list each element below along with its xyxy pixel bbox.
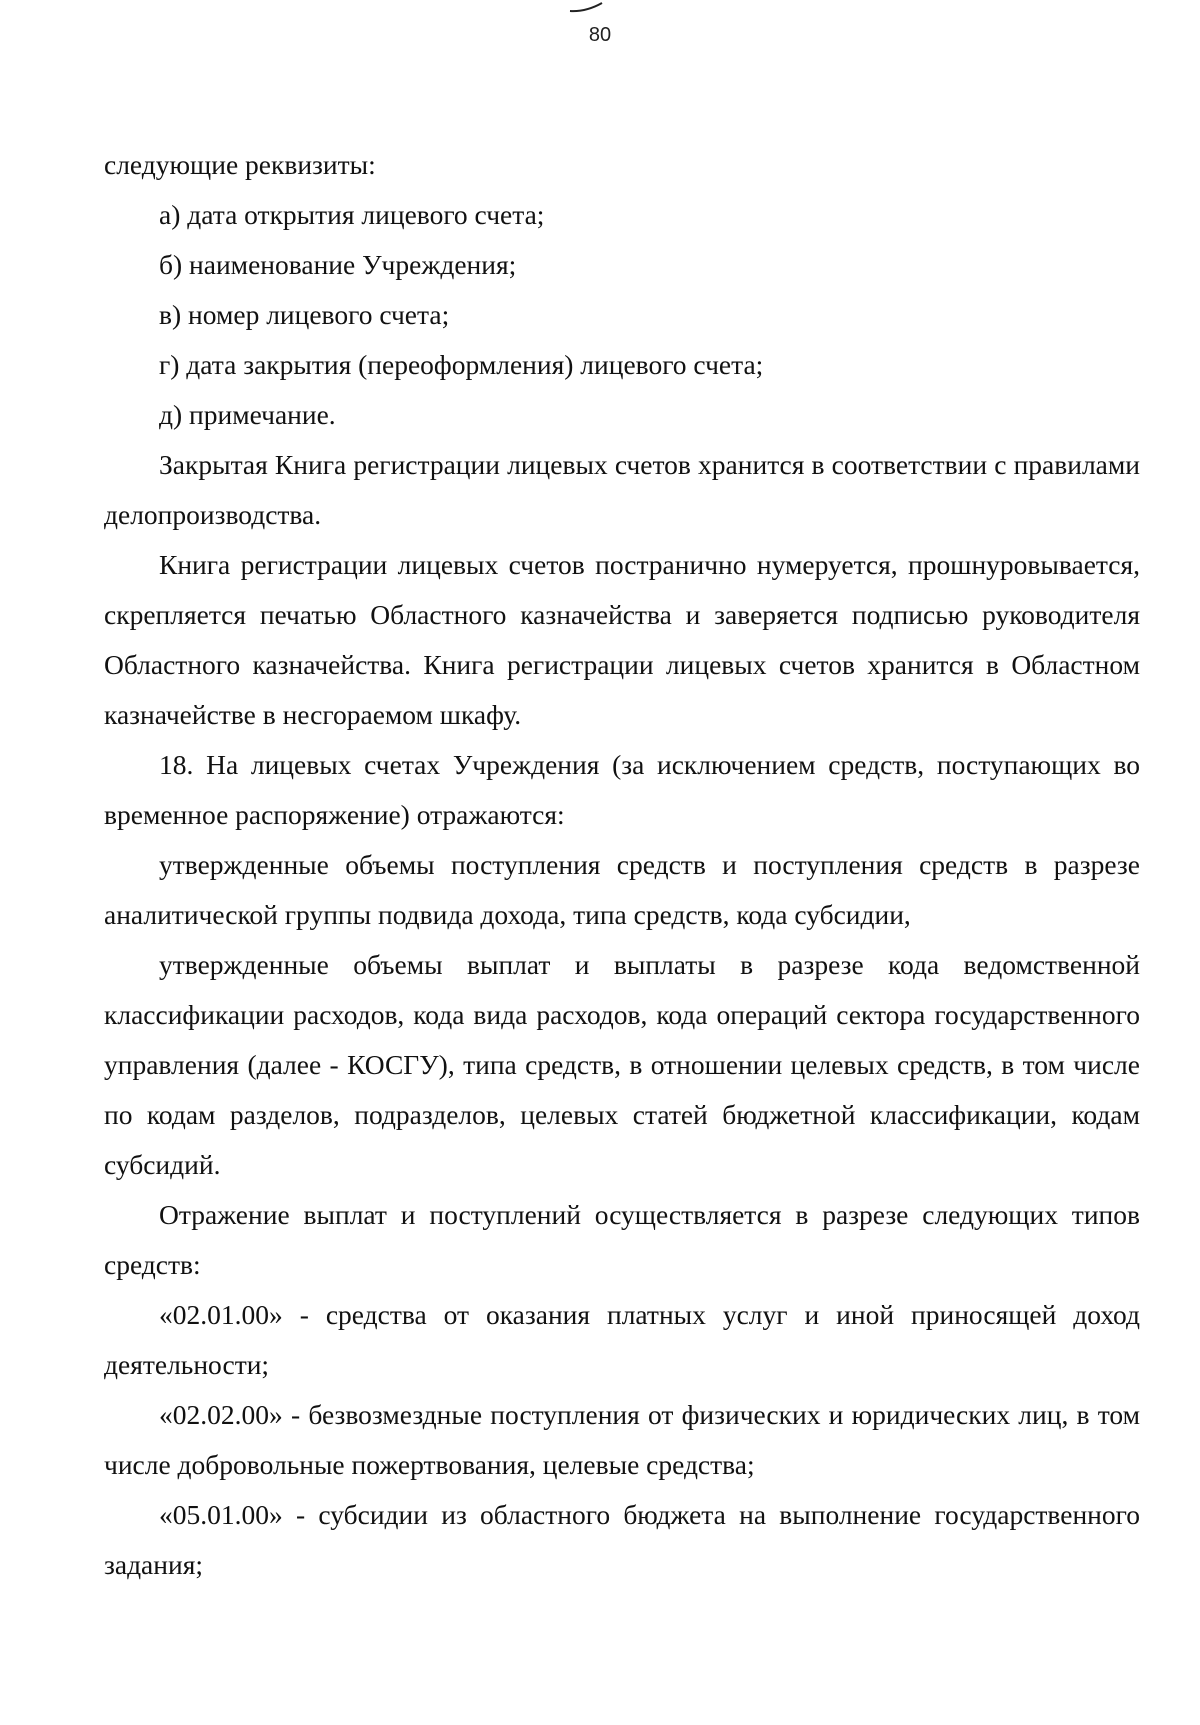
document-body <box>104 140 1140 1590</box>
list-item-v: в) номер лицевого счета; <box>159 299 450 330</box>
pen-mark-icon <box>568 0 604 14</box>
list-item-a: а) дата открытия лицевого счета; <box>159 199 545 230</box>
paragraph: утвержденные объемы выплат и выплаты в разрезе кода ведомственной классификации расходов, кода вида расходов, кода операций сектора государственного управления (далее - КОСГУ), типа средств, в отношении целевых средств, в том числе по кодам разделов, подразделов, целевых статей бюджетной классификации, кодам субсидий. <box>104 949 1140 1180</box>
paragraph-section-18: 18. На лицевых счетах Учреждения (за исключением средств, поступающих во временное распоряжение) отражаются: <box>104 749 1140 830</box>
fund-type-item: «02.01.00» - средства от оказания платных услуг и иной приносящей доход деятельности; <box>104 1299 1140 1380</box>
fund-type-item: «05.01.00» - субсидии из областного бюджета на выполнение государственного задания; <box>104 1499 1140 1580</box>
list-item-b: б) наименование Учреждения; <box>159 249 517 280</box>
paragraph: утвержденные объемы поступления средств и поступления средств в разрезе аналитической группы подвида дохода, типа средств, кода субсидии, <box>104 849 1140 930</box>
paragraph: Закрытая Книга регистрации лицевых счетов хранится в соответствии с правилами делопроизводства. <box>104 449 1140 530</box>
page-number: 80 <box>588 24 612 46</box>
fund-type-item: «02.02.00» - безвозмездные поступления от физических и юридических лиц, в том числе добровольные пожертвования, целевые средства; <box>104 1399 1140 1480</box>
paragraph: Книга регистрации лицевых счетов постранично нумеруется, прошнуровывается, скрепляется печатью Областного казначейства и заверяется подписью руководителя Областного казначейства. Книга регистрации лицевых счетов хранится в Областном казначействе в несгораемом шкафу. <box>104 549 1140 730</box>
paragraph: следующие реквизиты: <box>104 149 376 180</box>
list-item-g: г) дата закрытия (переоформления) лицевого счета; <box>159 349 764 380</box>
paragraph: Отражение выплат и поступлений осуществляется в разрезе следующих типов средств: <box>104 1199 1140 1280</box>
list-item-d: д) примечание. <box>159 399 336 430</box>
